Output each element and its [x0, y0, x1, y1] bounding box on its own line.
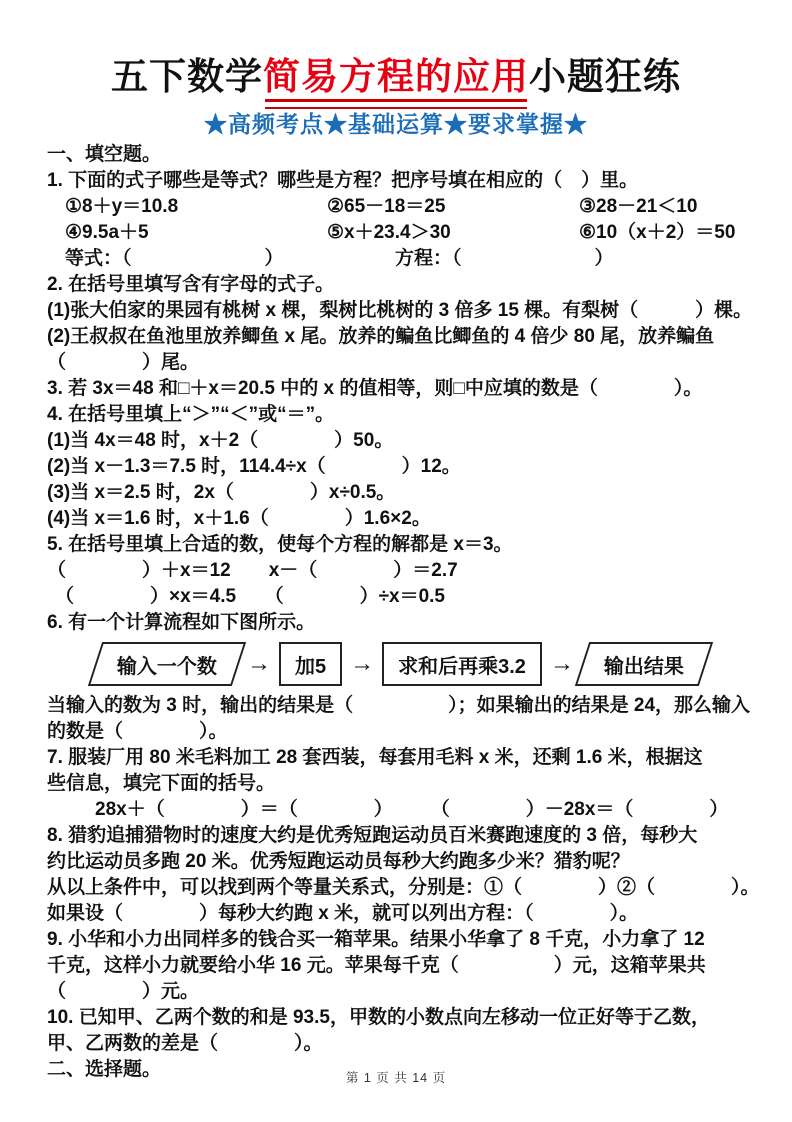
text-line: 5. 在括号里填上合适的数，使每个方程的解都是 x＝3。: [47, 534, 513, 555]
text-line: 些信息，填完下面的括号。: [47, 773, 276, 794]
text-line: [47, 194, 749, 220]
flow-step: [382, 642, 542, 686]
text-line: （ ）元。: [47, 981, 200, 1002]
page-title: [0, 46, 792, 103]
text-line: [47, 246, 749, 272]
text-line: (3)当 x＝2.5 时，2x（ ）x÷0.5。: [47, 482, 396, 503]
flow-step: [279, 642, 342, 686]
flowchart: [95, 641, 749, 687]
text-line: 从以上条件中，可以找到两个等量关系式，分别是：①（ ）②（ ）。: [47, 877, 760, 898]
text-line: (2)王叔叔在鱼池里放养鲫鱼 x 尾。放养的鳊鱼比鲫鱼的 4 倍少 80 尾，放养鳊鱼: [47, 326, 715, 347]
text-line: 4. 在括号里填上“＞”“＜”或“＝”。: [47, 404, 335, 425]
text-line: (1)当 4x＝48 时，x＋2（ ）50。: [47, 430, 394, 451]
text-line: 如果设（ ）每秒大约跑 x 米，就可以列出方程：（ ）。: [47, 903, 639, 924]
arrow-icon: →: [247, 650, 271, 677]
flow-step-label: 加5: [295, 655, 327, 678]
text-line: 8. 猎豹追捕猎物时的速度大约是优秀短跑运动员百米赛跑速度的 3 倍，每秒大: [47, 825, 698, 846]
text-line: （ ）×x＝4.5 （ ）÷x＝0.5: [55, 586, 445, 607]
text-line: 的数是（ ）。: [47, 721, 228, 742]
text-line: 9. 小华和小力出同样多的钱合买一箱苹果。结果小华拿了 8 千克，小力拿了 12: [47, 929, 705, 950]
text-line: 二、选择题。: [47, 1059, 162, 1080]
flow-step-label: 求和后再乘3.2: [398, 655, 526, 678]
flow-step: [575, 642, 713, 686]
flow-step-label: 输入一个数: [117, 655, 217, 678]
text-segment: ⑥10（x＋2）＝50: [579, 222, 736, 243]
text-line: 甲、乙两数的差是（ ）。: [47, 1033, 323, 1054]
text-line: 2. 在括号里填写含有字母的式子。: [47, 274, 335, 295]
text-segment: ③28－21＜10: [579, 196, 698, 217]
arrow-icon: →: [350, 650, 375, 677]
worksheet-body: [47, 142, 760, 1083]
text-segment: ⑤x＋23.4＞30: [327, 222, 451, 243]
flow-step: [88, 642, 246, 686]
text-segment: ②65－18＝25: [327, 196, 446, 217]
text-segment: ①8＋y＝10.8: [65, 196, 179, 217]
text-line: 当输入的数为 3 时，输出的结果是（ ）；如果输出的结果是 24，那么输入: [47, 695, 751, 716]
text-segment: ④9.5a＋5: [65, 222, 149, 243]
title-suffix: 小题狂练: [529, 56, 681, 97]
text-line: [47, 220, 749, 246]
text-line: 7. 服装厂用 80 米毛料加工 28 套西装，每套用毛料 x 米，还剩 1.6 米，根据这: [47, 747, 703, 768]
text-line: 6. 有一个计算流程如下图所示。: [47, 612, 316, 633]
page-footer: 第 1 页 共 14 页: [345, 1071, 447, 1085]
page-subtitle: ★高频考点★基础运算★要求掌握★: [204, 111, 588, 137]
flow-step-label: 输出结果: [603, 655, 684, 678]
arrow-icon: →: [549, 650, 574, 677]
text-line: 3. 若 3x＝48 和□＋x＝20.5 中的 x 的值相等，则□中应填的数是（ ）。: [47, 378, 703, 399]
text-line: (1)张大伯家的果园有桃树 x 棵，梨树比桃树的 3 倍多 15 棵。有梨树（ ）棵。: [47, 300, 753, 321]
text-line: （ ）＋x＝12 x－（ ）＝2.7: [47, 560, 458, 581]
text-line: 28x＋（ ）＝（ ） （ ）－28x＝（ ）: [95, 799, 729, 820]
title-prefix: 五下数学: [111, 56, 263, 97]
text-line: (4)当 x＝1.6 时，x＋1.6（ ）1.6×2。: [47, 508, 431, 529]
text-line: 10. 已知甲、乙两个数的和是 93.5，甲数的小数点向左移动一位正好等于乙数，: [47, 1007, 710, 1028]
text-line: 千克，这样小力就要给小华 16 元。苹果每千克（ ）元，这箱苹果共: [47, 955, 706, 976]
text-segment: 方程：（ ）: [395, 248, 614, 269]
text-line: （ ）尾。: [47, 352, 200, 373]
title-highlight: 简易方程的应用: [263, 46, 529, 103]
text-line: 约比运动员多跑 20 米。优秀短跑运动员每秒大约跑多少米？猎豹呢？: [47, 851, 630, 872]
text-line: 一、填空题。: [47, 144, 162, 165]
text-segment: 等式：（ ）: [65, 248, 284, 269]
text-line: 1. 下面的式子哪些是等式？哪些是方程？把序号填在相应的（ ）里。: [47, 170, 639, 191]
text-line: (2)当 x－1.3＝7.5 时，114.4÷x（ ）12。: [47, 456, 461, 477]
